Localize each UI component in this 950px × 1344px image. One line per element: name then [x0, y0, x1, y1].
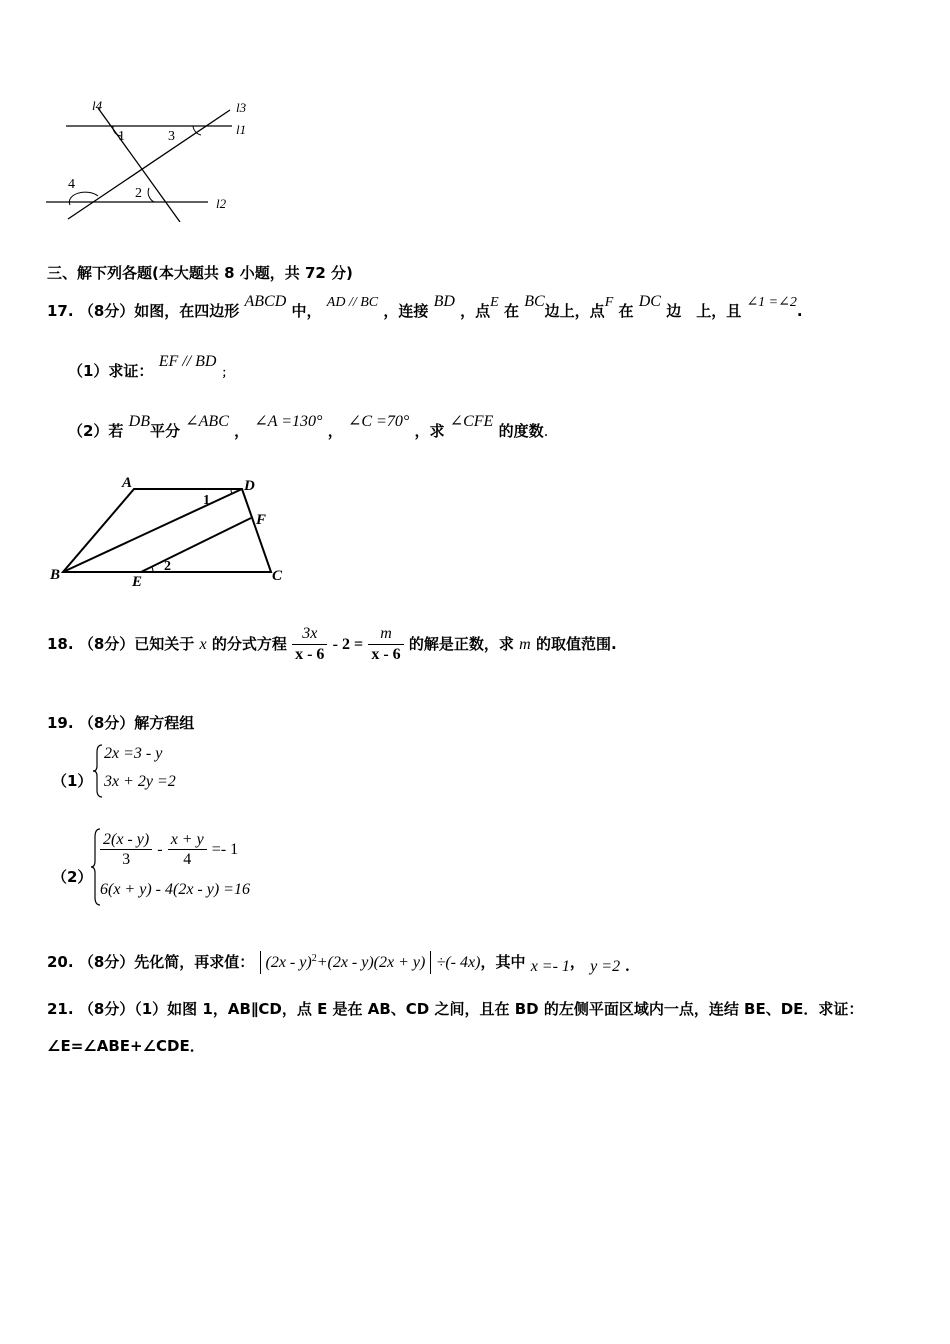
label-l3: l3: [236, 100, 247, 115]
q17-part2-end: .: [543, 422, 549, 440]
q19-title: 解方程组: [134, 714, 195, 732]
q17-part2-sep-1: ，: [234, 422, 250, 440]
q20-end: .: [625, 958, 630, 975]
label-e: E: [132, 574, 143, 590]
label-c: C: [272, 568, 283, 584]
q18-text-2: 的分式方程: [211, 635, 287, 653]
q19-part2-eq1: [100, 830, 238, 869]
label-angle-3: 3: [168, 129, 175, 144]
angle-2-arc: [148, 188, 154, 202]
q18-stem: [47, 624, 617, 665]
q17-part2-math-cfe: ∠CFE: [449, 413, 494, 430]
q17-math-ad-parallel-bc: AD // BC: [326, 295, 379, 310]
q20-math-y-value: y =2: [590, 958, 621, 975]
q17-part2-sep-2: ，: [327, 422, 343, 440]
q19-part1-brace: [92, 744, 104, 798]
q20-expr-a: (2x - y): [265, 954, 312, 971]
q18-math-mid: - 2 =: [332, 636, 364, 653]
q17-text-9: .: [796, 302, 803, 320]
q17-number: 17.: [47, 302, 74, 320]
q20-expr-c: ÷(- 4x): [436, 954, 481, 971]
q17-part2-math-angle-c: ∠C =70°: [347, 413, 410, 430]
label-l4: l4: [92, 98, 103, 113]
q18-fraction-1-numerator: 3x: [292, 624, 327, 645]
q18-text-1: 已知关于: [134, 635, 195, 653]
line-l4: [98, 108, 180, 222]
q17-part2-math-abc: ∠ABC: [185, 413, 229, 430]
label-angle-2: 2: [135, 186, 142, 201]
q17-part2-math-db: DB: [128, 413, 150, 430]
label-angle-2: 2: [164, 559, 171, 574]
q21-line-1: [47, 998, 863, 1019]
q18-score: （8分）: [78, 635, 135, 653]
q19-part2-eq2: 6(x + y) - 4(2x - y) =16: [100, 881, 250, 898]
q18-text-4: 的取值范围.: [535, 635, 617, 653]
q20-number: 20.: [47, 953, 74, 971]
q21-number: 21.: [47, 1000, 74, 1018]
q21-score: （8分）: [78, 1000, 135, 1018]
q20-expr-exponent: 2: [311, 953, 317, 964]
label-d: D: [244, 478, 255, 494]
q17-part2: [68, 413, 549, 441]
q19-part2-fraction-2-denominator: 4: [183, 851, 192, 868]
q18-fraction-2: [368, 624, 403, 665]
q18-math-x: x: [199, 636, 207, 653]
q18-fraction-1: [292, 624, 327, 665]
q20-text-2: ，其中: [480, 953, 526, 971]
q19-part2-minus: -: [157, 841, 163, 858]
q21-line-2: ∠E=∠ABE+∠CDE．: [47, 1037, 205, 1055]
q17-math-dc: DC: [638, 293, 661, 310]
q19-stem: [47, 712, 194, 733]
q19-part2-label: （2）: [52, 868, 93, 886]
q17-part1-label: （1）求证：: [68, 362, 154, 380]
label-a: A: [122, 475, 133, 491]
q17-text-3: ，连接: [383, 302, 429, 320]
label-l1: l1: [236, 122, 247, 137]
q17-part2-math-angle-a: ∠A =130°: [254, 413, 323, 430]
q17-part1-end: ；: [221, 366, 233, 379]
q18-math-m: m: [519, 636, 531, 653]
q18-text-3: 的解是正数，求: [408, 635, 514, 653]
q17-part2-label: （2）若: [68, 422, 124, 440]
q17-part1: [68, 353, 233, 381]
segment-bd: [63, 489, 242, 572]
label-angle-4: 4: [68, 177, 75, 192]
quadrilateral-figure: [45, 470, 295, 592]
q19-part2-fraction-2: [168, 830, 207, 869]
q19-part2-fraction-1: [100, 830, 152, 869]
q20-math-x-value: x =- 1: [530, 958, 570, 975]
q17-score: （8分）: [78, 302, 135, 320]
q18-fraction-2-numerator: m: [368, 624, 403, 645]
label-f: F: [256, 512, 267, 528]
q18-fraction-2-denominator: x - 6: [371, 646, 401, 663]
q19-part2-fraction-1-denominator: 3: [122, 851, 131, 868]
q17-text-4: ，点: [460, 302, 491, 320]
q17-math-bc: BC: [524, 293, 545, 310]
q17-text-7: 在: [618, 302, 634, 320]
q17-text-8: 边 上，且: [666, 302, 742, 320]
q19-part1-label: （1）: [52, 772, 93, 790]
q18-number: 18.: [47, 635, 74, 653]
q20-score: （8分）: [78, 953, 135, 971]
q20-bracket-expression: [260, 951, 432, 974]
q20-text-1: 先化简，再求值：: [134, 953, 255, 971]
q17-part2-text-1: 平分: [150, 422, 181, 440]
label-l2: l2: [216, 196, 227, 211]
q17-text-1: 如图，在四边形: [134, 302, 240, 320]
q19-part2-fraction-2-numerator: x + y: [168, 830, 207, 850]
q17-text-2: 中，: [291, 302, 322, 320]
q17-math-e: E: [490, 295, 499, 310]
q19-part1-eq1: 2x =3 - y: [104, 745, 163, 762]
q19-number: 19.: [47, 714, 74, 732]
label-b: B: [50, 567, 61, 583]
q17-math-bd: BD: [433, 293, 455, 310]
q21-text-1: （1）如图 1，AB∥CD，点 E 是在 AB、CD 之间，且在 BD 的左侧平面区域内一点，连结 BE、DE．求证：: [134, 1000, 864, 1018]
q20-expr-b: +(2x - y)(2x + y): [316, 954, 426, 971]
q19-score: （8分）: [78, 714, 135, 732]
angle-4-arc: [69, 192, 98, 205]
q17-math-angle-equal: ∠1 =∠2: [746, 295, 797, 310]
label-angle-1: 1: [203, 493, 210, 508]
label-angle-1: 1: [118, 129, 125, 144]
q17-math-f: F: [604, 295, 614, 310]
q19-part2-fraction-1-numerator: 2(x - y): [100, 830, 152, 850]
q17-math-abcd: ABCD: [244, 293, 287, 310]
q19-part1-eq2: 3x + 2y =2: [104, 773, 176, 790]
lines-figure: [30, 92, 270, 222]
segment-ef: [141, 518, 251, 572]
q18-fraction-1-denominator: x - 6: [295, 646, 325, 663]
section-title: 三、解下列各题(本大题共 8 小题，共 72 分): [47, 264, 353, 282]
q17-part2-text-2: ，求: [414, 422, 445, 440]
q17-part2-text-3: 的度数: [498, 422, 544, 440]
q19-part2-eq1-rhs: =- 1: [211, 841, 239, 858]
q17-stem: [47, 293, 803, 321]
q17-text-6: 边上，点: [544, 302, 605, 320]
q20-stem: [47, 951, 629, 974]
q20-sep: ，: [569, 953, 585, 971]
q17-part1-math: EF // BD: [158, 353, 217, 370]
q17-text-5: 在: [503, 302, 519, 320]
